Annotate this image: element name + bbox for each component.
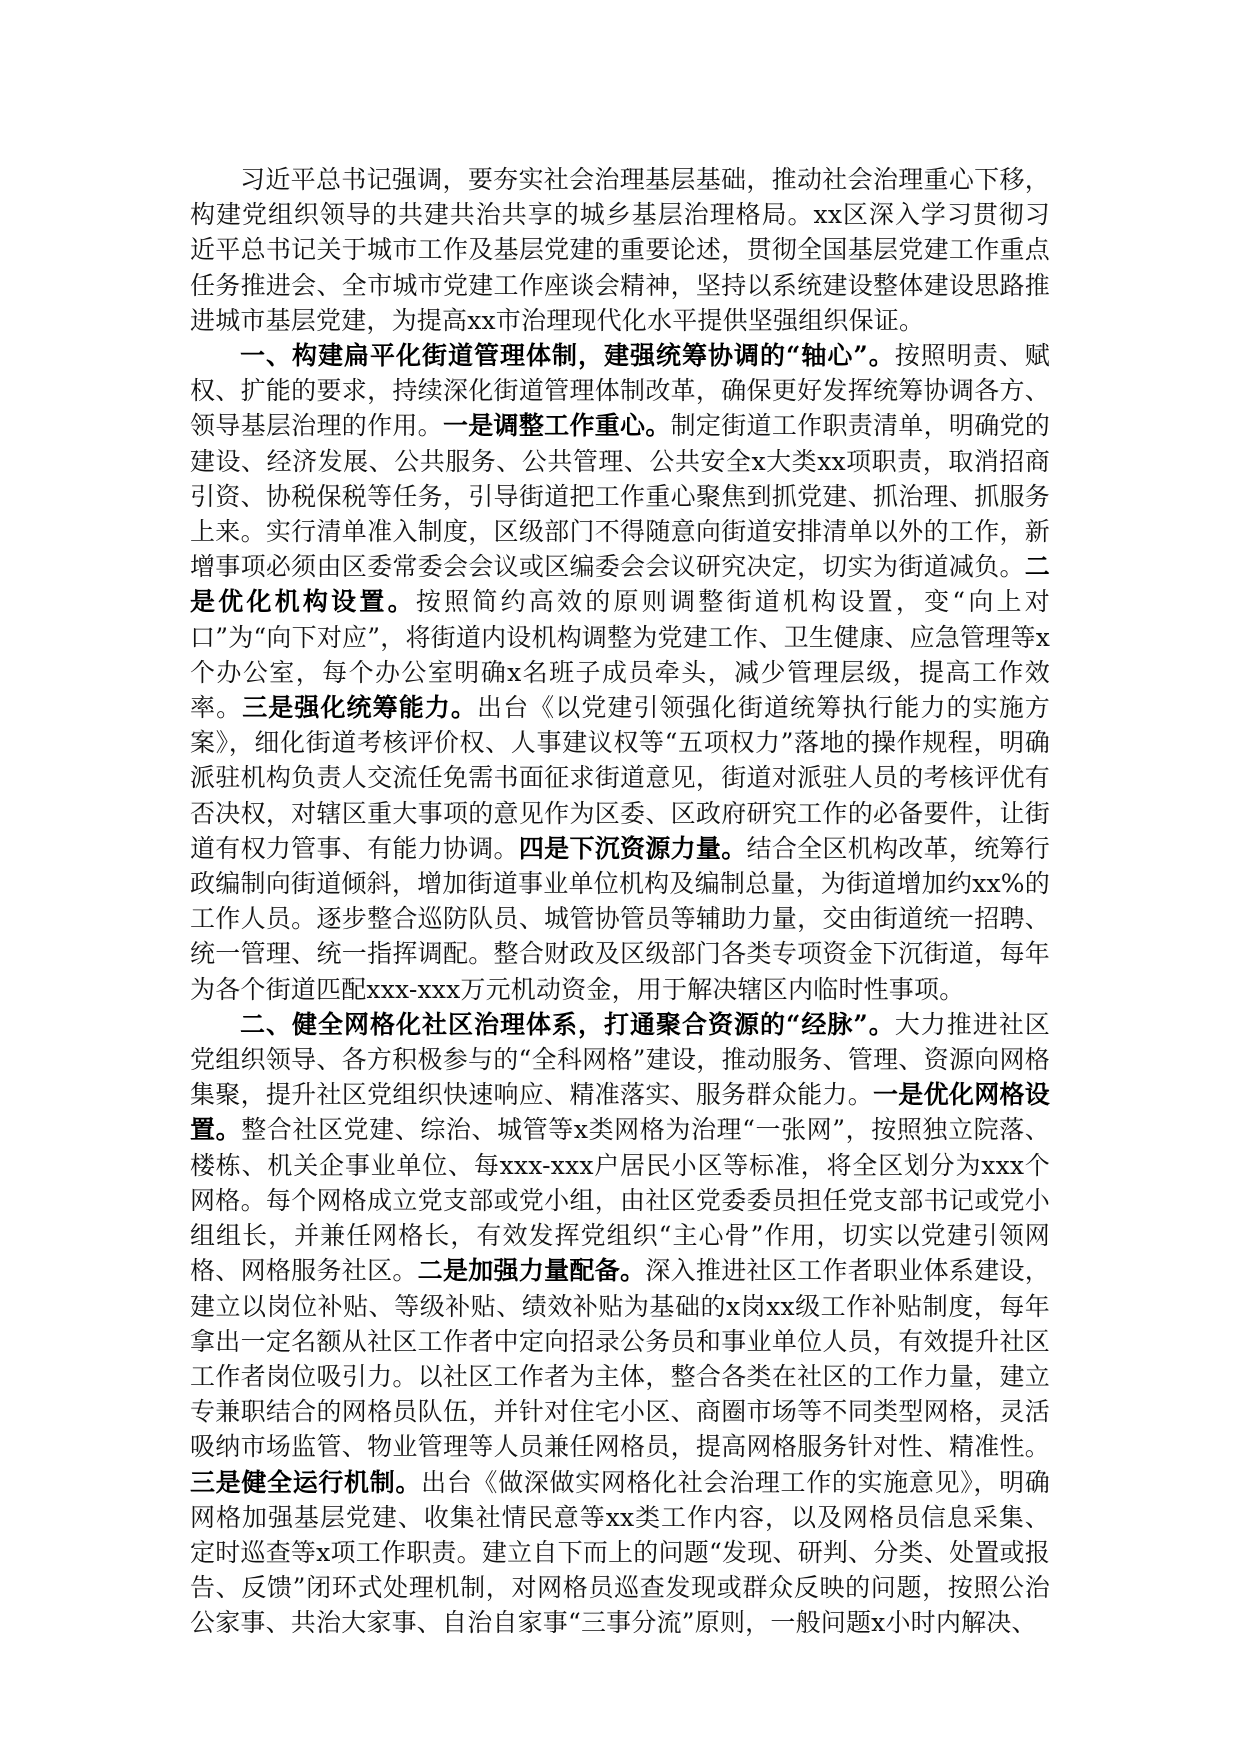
document-body bbox=[190, 162, 1050, 1641]
paragraph-text: 整合社区党建、综治、城管等x类网格为治理“一张网”，按照独立院落、楼栋、机关企事业单位、每xxx-xxx户居民小区等标准，将全区划分为xxx个网格。每个网格成立党支部或党小组，由社区党委委员担任党支部书记或党小组组长，并兼任网格长，有效发挥党组织“主心骨”作用，切实以党建引领网格、网格服务社区。 bbox=[190, 1115, 1050, 1286]
subpoint-heading: 一是调整工作重心。 bbox=[442, 411, 671, 441]
section-one-paragraph bbox=[190, 338, 1050, 1007]
section-two-paragraph bbox=[190, 1007, 1050, 1641]
paragraph-text: 按照简约高效的原则调整街道机构设置，变“向上对口”为“向下对应”，将街道内设机构调整为党建工作、卫生健康、应急管理等x个办公室，每个办公室明确x名班子成员牵头，减少管理层级，提高工作效率。 bbox=[190, 587, 1050, 723]
paragraph-text: 出台《以党建引领强化街道统筹执行能力的实施方案》，细化街道考核评价权、人事建议权等“五项权力”落地的操作规程，明确派驻机构负责人交流任免需书面征求街道意见，街道对派驻人员的考核评优有否决权，对辖区重大事项的意见作为区委、区政府研究工作的必备要件，让街道有权力管事、有能力协调。 bbox=[190, 693, 1051, 863]
paragraph-text: 深入推进社区工作者职业体系建设，建立以岗位补贴、等级补贴、绩效补贴为基础的x岗xx级工作补贴制度，每年拿出一定名额从社区工作者中定向招录公务员和事业单位人员，有效提升社区工作者岗位吸引力。以社区工作者为主体，整合各类在社区的工作力量，建立专兼职结合的网格员队伍，并针对住宅小区、商圈市场等不同类型网格，灵活吸纳市场监管、物业管理等人员兼任网格员，提高网格服务针对性、精准性。 bbox=[190, 1256, 1050, 1462]
subpoint-heading: 三是健全运行机制。 bbox=[190, 1467, 422, 1497]
subpoint-heading: 二是加强力量配备。 bbox=[417, 1256, 646, 1286]
section-heading: 二、健全网格化社区治理体系，打通聚合资源的“经脉”。 bbox=[240, 1009, 895, 1039]
subpoint-heading: 二是优化机构设置。 bbox=[190, 552, 1050, 617]
paragraph-text: 结合全区机构改革，统筹行政编制向街道倾斜，增加街道事业单位机构及编制总量，为街道增加约xx%的工作人员。逐步整合巡防队员、城管协管员等辅助力量，交由街道统一招聘、统一管理、统一指挥调配。整合财政及区级部门各类专项资金下沉街道，每年为各个街道匹配xxx-xxx万元机动资金，用于解决辖区内临时性事项。 bbox=[190, 833, 1050, 1004]
paragraph-text: 大力推进社区党组织领导、各方积极参与的“全科网格”建设，推动服务、管理、资源向网格集聚，提升社区党组织快速响应、精准落实、服务群众能力。 bbox=[190, 1009, 1051, 1110]
section-heading: 一、构建扁平化街道管理体制，建强统筹协调的“轴心”。 bbox=[240, 341, 895, 371]
paragraph-text: 按照明责、赋权、扩能的要求，持续深化街道管理体制改革，确保更好发挥统筹协调各方、领导基层治理的作用。 bbox=[190, 341, 1051, 441]
subpoint-heading: 三是强化统筹能力。 bbox=[242, 693, 477, 723]
paragraph-text: 习近平总书记强调，要夯实社会治理基层基础，推动社会治理重心下移，构建党组织领导的共建共治共享的城乡基层治理格局。xx区深入学习贯彻习近平总书记关于城市工作及基层党建的重要论述，贯彻全国基层党建工作重点任务推进会、全市城市党建工作座谈会精神，坚持以系统建设整体建设思路推进城市基层党建，为提高xx市治理现代化水平提供坚强组织保证。 bbox=[190, 165, 1050, 335]
paragraph-text: 出台《做深做实网格化社会治理工作的实施意见》，明确网格加强基层党建、收集社情民意等xx类工作内容，以及网格员信息采集、定时巡查等x项工作职责。建立自下而上的问题“发现、研判、分类、处置或报告、反馈”闭环式处理机制，对网格员巡查发现或群众反映的问题，按照公治公家事、共治大家事、自治自家事“三事分流”原则，一般问题x小时内解决、 bbox=[190, 1467, 1050, 1638]
intro-paragraph bbox=[190, 162, 1050, 338]
paragraph-text: 制定街道工作职责清单，明确党的建设、经济发展、公共服务、公共管理、公共安全x大类xx项职责，取消招商引资、协税保税等任务，引导街道把工作重心聚焦到抓党建、抓治理、抓服务上来。实行清单准入制度，区级部门不得随意向街道安排清单以外的工作，新增事项必须由区委常委会会议或区编委会会议研究决定，切实为街道减负。 bbox=[190, 411, 1050, 582]
subpoint-heading: 一是优化网格设置。 bbox=[190, 1080, 1050, 1145]
subpoint-heading: 四是下沉资源力量。 bbox=[518, 833, 747, 863]
